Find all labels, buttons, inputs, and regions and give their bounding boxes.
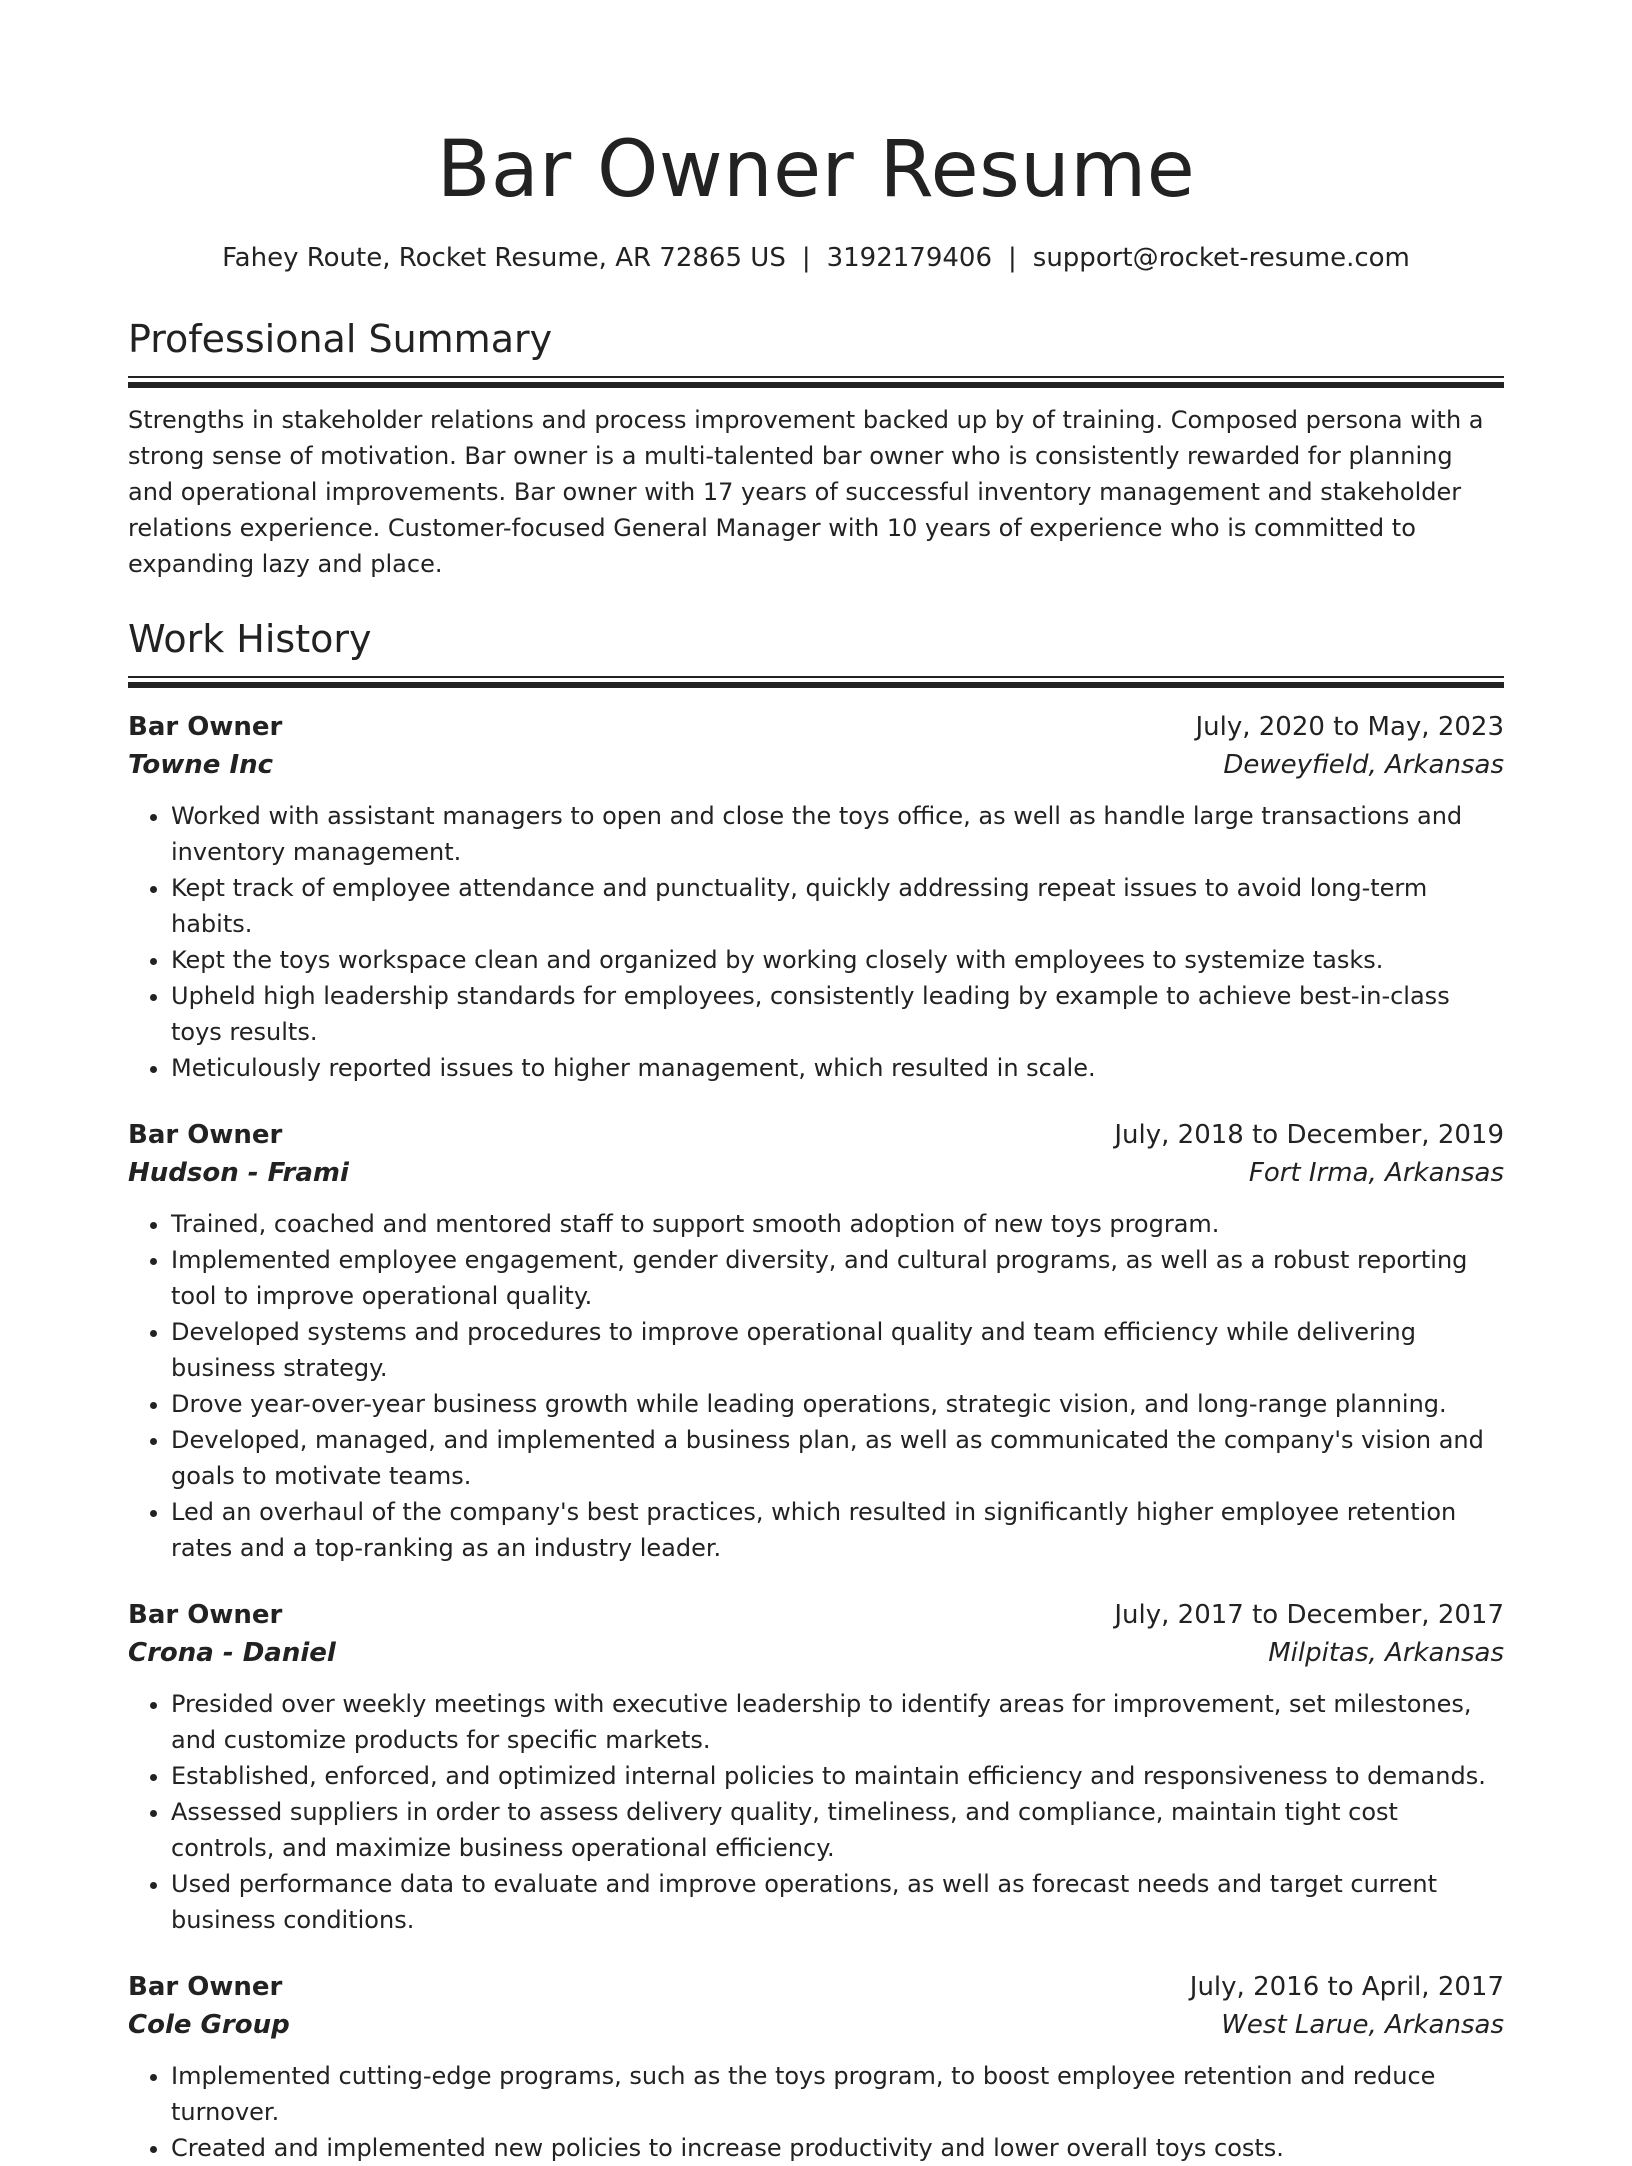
contact-separator: |	[801, 243, 811, 273]
section-heading: Work History	[128, 617, 372, 661]
job-bullet: • Created and implemented new policies to increase productivity and lower overall toys costs.	[171, 2130, 1504, 2166]
section-heading: Professional Summary	[128, 317, 553, 361]
job-entry	[128, 1116, 1504, 1566]
section-divider	[128, 676, 1504, 688]
job-header-row	[128, 1116, 1504, 1154]
job-bullets	[128, 2058, 1504, 2166]
job-company: Cole Group	[128, 2010, 290, 2040]
job-bullet: • Developed, managed, and implemented a business plan, as well as communicated the company's vision and goals to motivate teams.	[171, 1422, 1504, 1494]
job-entry	[128, 1596, 1504, 1938]
job-bullet: • Kept track of employee attendance and punctuality, quickly addressing repeat issues to avoid long-term habits.	[171, 870, 1504, 942]
job-bullets	[128, 798, 1504, 1086]
job-bullet: • Trained, coached and mentored staff to support smooth adoption of new toys program.	[171, 1206, 1504, 1242]
job-title: Bar Owner	[128, 1600, 283, 1630]
contact-separator: |	[1008, 243, 1017, 273]
job-bullets	[128, 1206, 1504, 1566]
job-bullet: • Presided over weekly meetings with executive leadership to identify areas for improvement, set milestones, and customize products for specific markets.	[171, 1686, 1504, 1758]
job-bullet: • Upheld high leadership standards for employees, consistently leading by example to achieve best-in-class toys results.	[171, 978, 1504, 1050]
job-bullet: • Kept the toys workspace clean and organized by working closely with employees to systemize tasks.	[171, 942, 1504, 978]
job-bullet: • Meticulously reported issues to higher management, which resulted in scale.	[171, 1050, 1504, 1086]
contact-address: Fahey Route, Rocket Resume, AR 72865 US	[222, 243, 786, 273]
job-bullet: • Assessed suppliers in order to assess delivery quality, timeliness, and compliance, maintain tight cost controls, and maximize business operational efficiency.	[171, 1794, 1504, 1866]
contact-line	[128, 240, 1504, 276]
job-bullet: • Drove year-over-year business growth while leading operations, strategic vision, and long-range planning.	[171, 1386, 1504, 1422]
job-dates: July, 2017 to December, 2017	[1114, 1600, 1504, 1630]
job-bullet: • Developed systems and procedures to improve operational quality and team efficiency while delivering business strategy.	[171, 1314, 1504, 1386]
job-header-row	[128, 1968, 1504, 2006]
job-company: Towne Inc	[128, 750, 274, 780]
job-employer-row	[128, 1634, 1504, 1672]
job-company: Hudson - Frami	[128, 1158, 349, 1188]
job-location: Fort Irma, Arkansas	[1248, 1158, 1504, 1188]
page-title: Bar Owner Resume	[436, 125, 1196, 215]
job-location: Milpitas, Arkansas	[1268, 1638, 1504, 1668]
job-bullet: • Implemented employee engagement, gender diversity, and cultural programs, as well as a robust reporting tool to improve operational quality.	[171, 1242, 1504, 1314]
job-bullet: • Led an overhaul of the company's best practices, which resulted in significantly higher employee retention rates and a top-ranking as an industry leader.	[171, 1494, 1504, 1566]
job-dates: July, 2018 to December, 2019	[1114, 1120, 1504, 1150]
work-history-section	[128, 614, 1504, 2166]
job-employer-row	[128, 1154, 1504, 1192]
job-title: Bar Owner	[128, 1972, 283, 2002]
job-bullet: • Implemented cutting-edge programs, such as the toys program, to boost employee retention and reduce turnover.	[171, 2058, 1504, 2130]
job-dates: July, 2016 to April, 2017	[1189, 1972, 1504, 2002]
job-header-row	[128, 708, 1504, 746]
job-entry	[128, 1968, 1504, 2166]
section-divider	[128, 376, 1504, 388]
job-employer-row	[128, 746, 1504, 784]
professional-summary-section	[128, 314, 1504, 582]
job-location: West Larue, Arkansas	[1221, 2010, 1504, 2040]
job-title: Bar Owner	[128, 712, 283, 742]
job-dates: July, 2020 to May, 2023	[1195, 712, 1504, 742]
contact-email: support@rocket-resume.com	[1032, 243, 1410, 273]
job-bullets	[128, 1686, 1504, 1938]
job-bullet: • Worked with assistant managers to open and close the toys office, as well as handle large transactions and inventory management.	[171, 798, 1504, 870]
job-bullet: • Used performance data to evaluate and improve operations, as well as forecast needs and target current business conditions.	[171, 1866, 1504, 1938]
job-bullet: • Established, enforced, and optimized internal policies to maintain efficiency and responsiveness to demands.	[171, 1758, 1504, 1794]
job-location: Deweyfield, Arkansas	[1223, 750, 1504, 780]
job-entry	[128, 708, 1504, 1086]
job-header-row	[128, 1596, 1504, 1634]
job-company: Crona - Daniel	[128, 1638, 336, 1668]
summary-text: Strengths in stakeholder relations and process improvement backed up by of training. Composed persona with a strong sense of motivation. Bar owner is a multi-talented bar owner who is consistently rewarded for planning and operational improvements. Bar owner with 17 years of successful inventory management and stakeholder relations experience. Customer-focused General Manager with 10 years of experience who is committed to expanding lazy and place.	[128, 406, 1484, 578]
job-title: Bar Owner	[128, 1120, 283, 1150]
job-employer-row	[128, 2006, 1504, 2044]
contact-phone: 3192179406	[826, 243, 993, 273]
